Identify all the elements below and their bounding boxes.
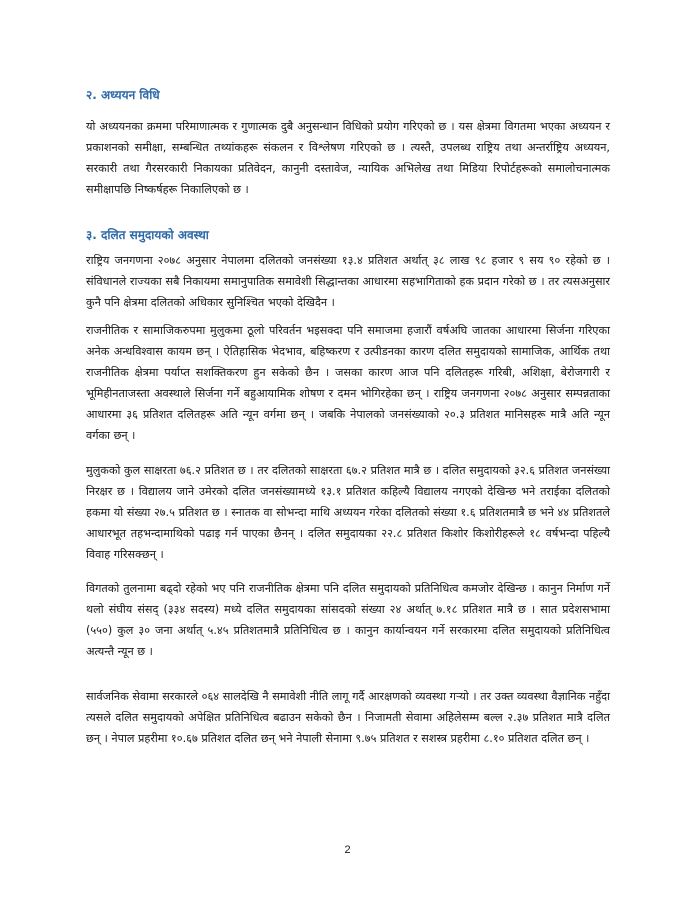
dalit-population-paragraph: राष्ट्रिय जनगणना २०७८ अनुसार नेपालमा दलितको जनसंख्या १३.४ प्रतिशत अर्थात् ३८ लाख ९८ हजार ९ सय ९० रहेको छ । संविधानले राज्यका सबै निकायमा समानुपातिक समावेशी सिद्धान्तका आधारमा सहभागिताको हक प्रदान गरेको छ । तर त्यसअनुसार कुनै पनि क्षेत्रमा दलितको अधिकार सुनिश्चित भएको देखिदैन । <box>86 254 610 309</box>
public-service-paragraph: सार्वजनिक सेवामा सरकारले ०६४ सालदेखि नै समावेशी नीति लागू गर्दै आरक्षणको व्यवस्था गऱ्यो । तर उक्त व्यवस्था वैज्ञानिक नहुँदा त्यसले दलित समुदायको अपेक्षित प्रतिनिधित्व बढाउन सकेको छैन । निजामती सेवामा अहिलेसम्म बल्ल २.३७ प्रतिशत मात्रै दलित छन् । नेपाल प्रहरीमा १०.६७ प्रतिशत दलित छन् भने नेपाली सेनामा ९.७५ प्रतिशत र सशस्त्र प्रहरीमा ८.१० प्रतिशत दलित छन् । <box>86 690 610 745</box>
methodology-paragraph: यो अध्ययनका क्रममा परिमाणात्मक र गुणात्मक दुबै अनुसन्धान विधिको प्रयोग गरिएको छ । यस क्षेत्रमा विगतमा भएका अध्ययन र प्रकाशनको समीक्षा, सम्बन्धित तथ्यांकहरू संकलन र विश्लेषण गरिएको छ । त्यस्तै, उपलब्ध राष्ट्रिय तथा अन्तर्राष्ट्रिय अध्ययन, सरकारी तथा गैरसरकारी निकायका प्रतिवेदन, कानुनी दस्तावेज, न्यायिक अभिलेख तथा मिडिया रिपोर्टहरूको समालोचनात्मक समीक्षापछि निष्कर्षहरू निकालिएको छ । <box>86 120 610 196</box>
political-representation-paragraph: विगतको तुलनामा बढ्दो रहेको भए पनि राजनीतिक क्षेत्रमा पनि दलित समुदायको प्रतिनिधित्व कमजोर देखिन्छ । कानुन निर्माण गर्ने थलो संघीय संसद् (३३४ सदस्य) मध्ये दलित समुदायका सांसदको संख्या २४ अर्थात् ७.१८ प्रतिशत मात्रै छ । सात प्रदेशसभामा (५५०) कुल ३० जना अर्थात् ५.४५ प्रतिशतमात्रै प्रतिनिधित्व छ । कानुन कार्यान्वयन गर्ने सरकारमा दलित समुदायको प्रतिनिधित्व अत्यन्तै न्यून छ । <box>86 582 610 658</box>
section-heading-dalit-status: ३. दलित समुदायको अवस्था <box>86 228 209 242</box>
literacy-paragraph: मुलुकको कुल साक्षरता ७६.२ प्रतिशत छ । तर दलितको साक्षरता ६७.२ प्रतिशत मात्रै छ । दलित समुदायको ३२.६ प्रतिशत जनसंख्या निरक्षर छ । विद्यालय जाने उमेरको दलित जनसंख्यामध्ये १३.१ प्रतिशत कहिल्यै विद्यालय नगएको देखिन्छ भने तराईका दलितको हकमा यो संख्या २७.५ प्रतिशत छ । स्नातक वा सोभन्दा माथि अध्ययन गरेका दलितको संख्या १.६ प्रतिशतमात्रै छ भने ४४ प्रतिशतले आधारभूत तहभन्दामाथिको पढाइ गर्न पाएका छैनन् । दलित समुदायका २२.८ प्रतिशत किशोर किशोरीहरूले १८ वर्षभन्दा पहिल्यै विवाह गरिसक्छन् । <box>86 464 610 561</box>
page-number: 2 <box>344 844 351 856</box>
social-political-paragraph: राजनीतिक र सामाजिकरुपमा मुलुकमा ठूलो परिवर्तन भइसक्दा पनि समाजमा हजारौं वर्षअघि जातका आधारमा सिर्जना गरिएका अनेक अन्धविश्वास कायम छन् । ऐतिहासिक भेदभाव, बहिष्करण र उत्पीडनका कारण दलित समुदायको सामाजिक, आर्थिक तथा राजनीतिक क्षेत्रमा पर्याप्त सशक्तिकरण हुन सकेको छैन । जसका कारण आज पनि दलितहरू गरिबी, अशिक्षा, बेरोजगारी र भूमिहीनताजस्ता अवस्थाले सिर्जना गर्ने बहुआयामिक शोषण र दमन भोगिरहेका छन् । राष्ट्रिय जनगणना २०७८ अनुसार सम्पन्नताका आधारमा ३६ प्रतिशत दलितहरू अति न्यून वर्गमा छन् । जबकि नेपालको जनसंख्याको २०.३ प्रतिशत मानिसहरू मात्रै अति न्यून वर्गका छन् । <box>86 324 610 442</box>
section-heading-methodology: २. अध्ययन विधि <box>86 88 160 102</box>
